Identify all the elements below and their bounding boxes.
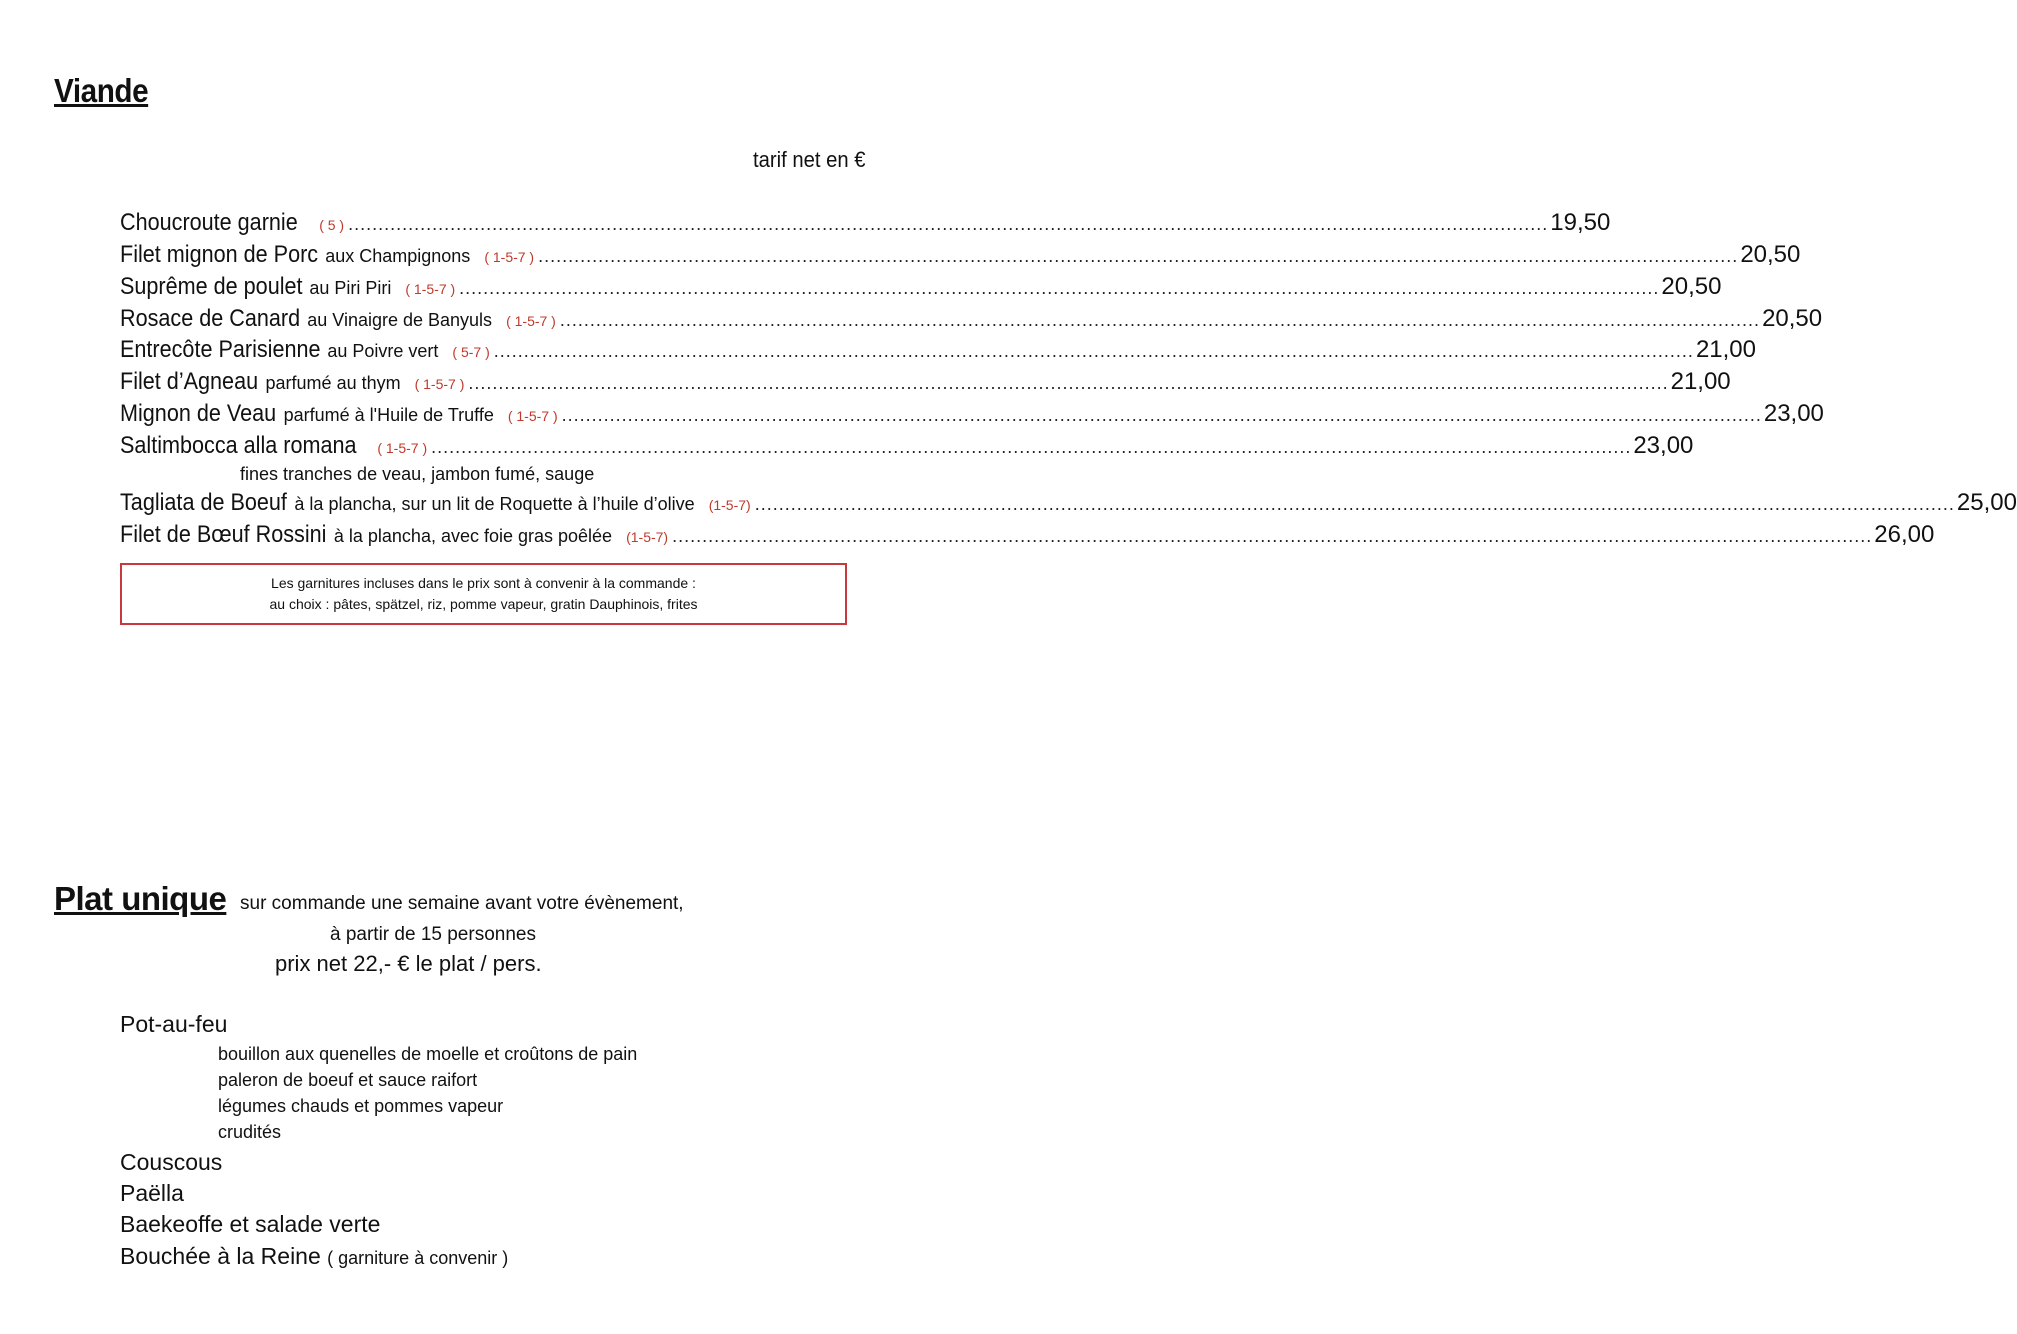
menu-item-name-wrap: [120, 305, 556, 333]
saltimbocca-description: fines tranches de veau, jambon fumé, sauge: [240, 464, 595, 484]
allergen-codes: ( 1-5-7 ): [405, 281, 456, 297]
dish-description: parfumé au thym: [265, 373, 401, 393]
dish-price: 20,50: [1661, 273, 1722, 300]
plat-pot-au-feu: Pot-au-feu: [120, 1011, 228, 1037]
bouchee-name: Bouchée à la Reine: [120, 1243, 321, 1269]
dot-leader: ........................................................................................................................................................................................................: [459, 278, 1660, 298]
dish-price: 20,50: [1762, 305, 1823, 332]
allergen-codes: (1-5-7): [626, 529, 669, 545]
pot-au-feu-detail: crudités: [218, 1122, 282, 1142]
allergen-codes: ( 5-7 ): [452, 344, 490, 360]
plat-unique-note-1: sur commande une semaine avant votre évènement,: [240, 893, 684, 914]
dot-leader: ........................................................................................................................................................................................................: [559, 310, 1761, 330]
allergen-codes: ( 5 ): [319, 217, 345, 233]
dot-leader: ........................................................................................................................................................................................................: [431, 437, 1632, 457]
plat-bouchee: [120, 1243, 508, 1270]
dish-name: Entrecôte Parisienne: [120, 336, 321, 363]
garnish-line-2: au choix : pâtes, spätzel, riz, pomme vapeur, gratin Dauphinois, frites: [269, 596, 698, 612]
garnish-line-1: Les garnitures incluses dans le prix sont à convenir à la commande :: [271, 575, 696, 591]
menu-item: [120, 432, 1694, 462]
pot-au-feu-detail: légumes chauds et pommes vapeur: [218, 1096, 504, 1116]
dish-name: Rosace de Canard: [120, 305, 301, 332]
dish-price: 19,50: [1550, 209, 1611, 236]
dish-name: Filet mignon de Porc: [120, 241, 319, 268]
garnish-info-box: [120, 563, 847, 625]
dish-description: aux Champignons: [325, 246, 471, 266]
allergen-codes: ( 1-5-7 ): [377, 440, 428, 456]
dish-price: 26,00: [1874, 521, 1935, 548]
menu-item-name-wrap: [120, 432, 427, 460]
dot-leader: ........................................................................................................................................................................................................: [348, 214, 1549, 234]
plat-couscous: Couscous: [120, 1149, 223, 1175]
dish-description: au Piri Piri: [309, 278, 392, 298]
pot-au-feu-detail: paleron de boeuf et sauce raifort: [218, 1070, 478, 1090]
dish-price: 23,00: [1633, 432, 1694, 459]
menu-item: [120, 209, 1611, 239]
dish-price: 21,00: [1670, 368, 1731, 395]
dot-leader: ........................................................................................................................................................................................................: [754, 494, 1955, 514]
dish-name: Saltimbocca alla romana: [120, 432, 357, 459]
dish-price: 21,00: [1695, 336, 1756, 363]
menu-item: [120, 368, 1731, 398]
menu-item-name-wrap: [120, 241, 534, 269]
allergen-codes: ( 1-5-7 ): [506, 313, 556, 329]
menu-item-name-wrap: [120, 336, 490, 364]
bouchee-note: ( garniture à convenir ): [327, 1248, 509, 1268]
plat-unique-price: prix net 22,- € le plat / pers.: [275, 951, 542, 976]
dot-leader: ........................................................................................................................................................................................................: [561, 405, 1762, 425]
plat-unique-note-2: à partir de 15 personnes: [330, 924, 536, 945]
dish-description: parfumé à l'Huile de Truffe: [283, 405, 494, 425]
dish-name: Choucroute garnie: [120, 209, 298, 236]
menu-item-name-wrap: [120, 368, 464, 396]
menu-item-name-wrap: [120, 209, 344, 237]
allergen-codes: ( 1-5-7 ): [507, 408, 558, 424]
dish-price: 25,00: [1956, 489, 2017, 516]
dish-description: à la plancha, sur un lit de Roquette à l’huile d’olive: [294, 494, 695, 514]
dish-name: Filet de Bœuf Rossini: [120, 521, 327, 548]
dish-description: à la plancha, avec foie gras poêlée: [333, 526, 613, 546]
dish-price: 23,00: [1763, 400, 1824, 427]
allergen-codes: ( 1-5-7 ): [484, 249, 535, 265]
allergen-codes: (1-5-7): [708, 497, 751, 513]
menu-item: [120, 521, 1935, 551]
menu-item: [120, 336, 1756, 366]
menu-item-name-wrap: [120, 489, 751, 517]
menu-item: [120, 305, 1823, 335]
viande-section-title: Viande: [54, 72, 149, 109]
plat-unique-section-title: Plat unique: [54, 880, 227, 917]
plat-baekeoffe: Baekeoffe et salade verte: [120, 1211, 381, 1237]
menu-item-name-wrap: [120, 400, 558, 428]
menu-item: [120, 400, 1824, 430]
dish-name: Mignon de Veau: [120, 400, 277, 427]
allergen-codes: ( 1-5-7 ): [414, 376, 465, 392]
menu-item-name-wrap: [120, 273, 455, 301]
dish-description: au Poivre vert: [327, 341, 439, 361]
dot-leader: ........................................................................................................................................................................................................: [538, 246, 1739, 266]
tarif-note: tarif net en €: [753, 147, 866, 172]
menu-item: [120, 241, 1801, 271]
dish-price: 20,50: [1740, 241, 1801, 268]
dot-leader: ........................................................................................................................................................................................................: [468, 373, 1669, 393]
dish-name: Filet d’Agneau: [120, 368, 259, 395]
dish-description: au Vinaigre de Banyuls: [307, 310, 493, 330]
menu-item-name-wrap: [120, 521, 668, 549]
dish-name: Suprême de poulet: [120, 273, 303, 300]
dot-leader: ........................................................................................................................................................................................................: [493, 341, 1694, 361]
dot-leader: ........................................................................................................................................................................................................: [672, 526, 1873, 546]
plat-paella: Paëlla: [120, 1180, 184, 1206]
menu-item: [120, 273, 1722, 303]
dish-name: Tagliata de Boeuf: [120, 489, 287, 516]
menu-item: [120, 489, 2017, 519]
pot-au-feu-detail: bouillon aux quenelles de moelle et croûtons de pain: [218, 1044, 638, 1064]
